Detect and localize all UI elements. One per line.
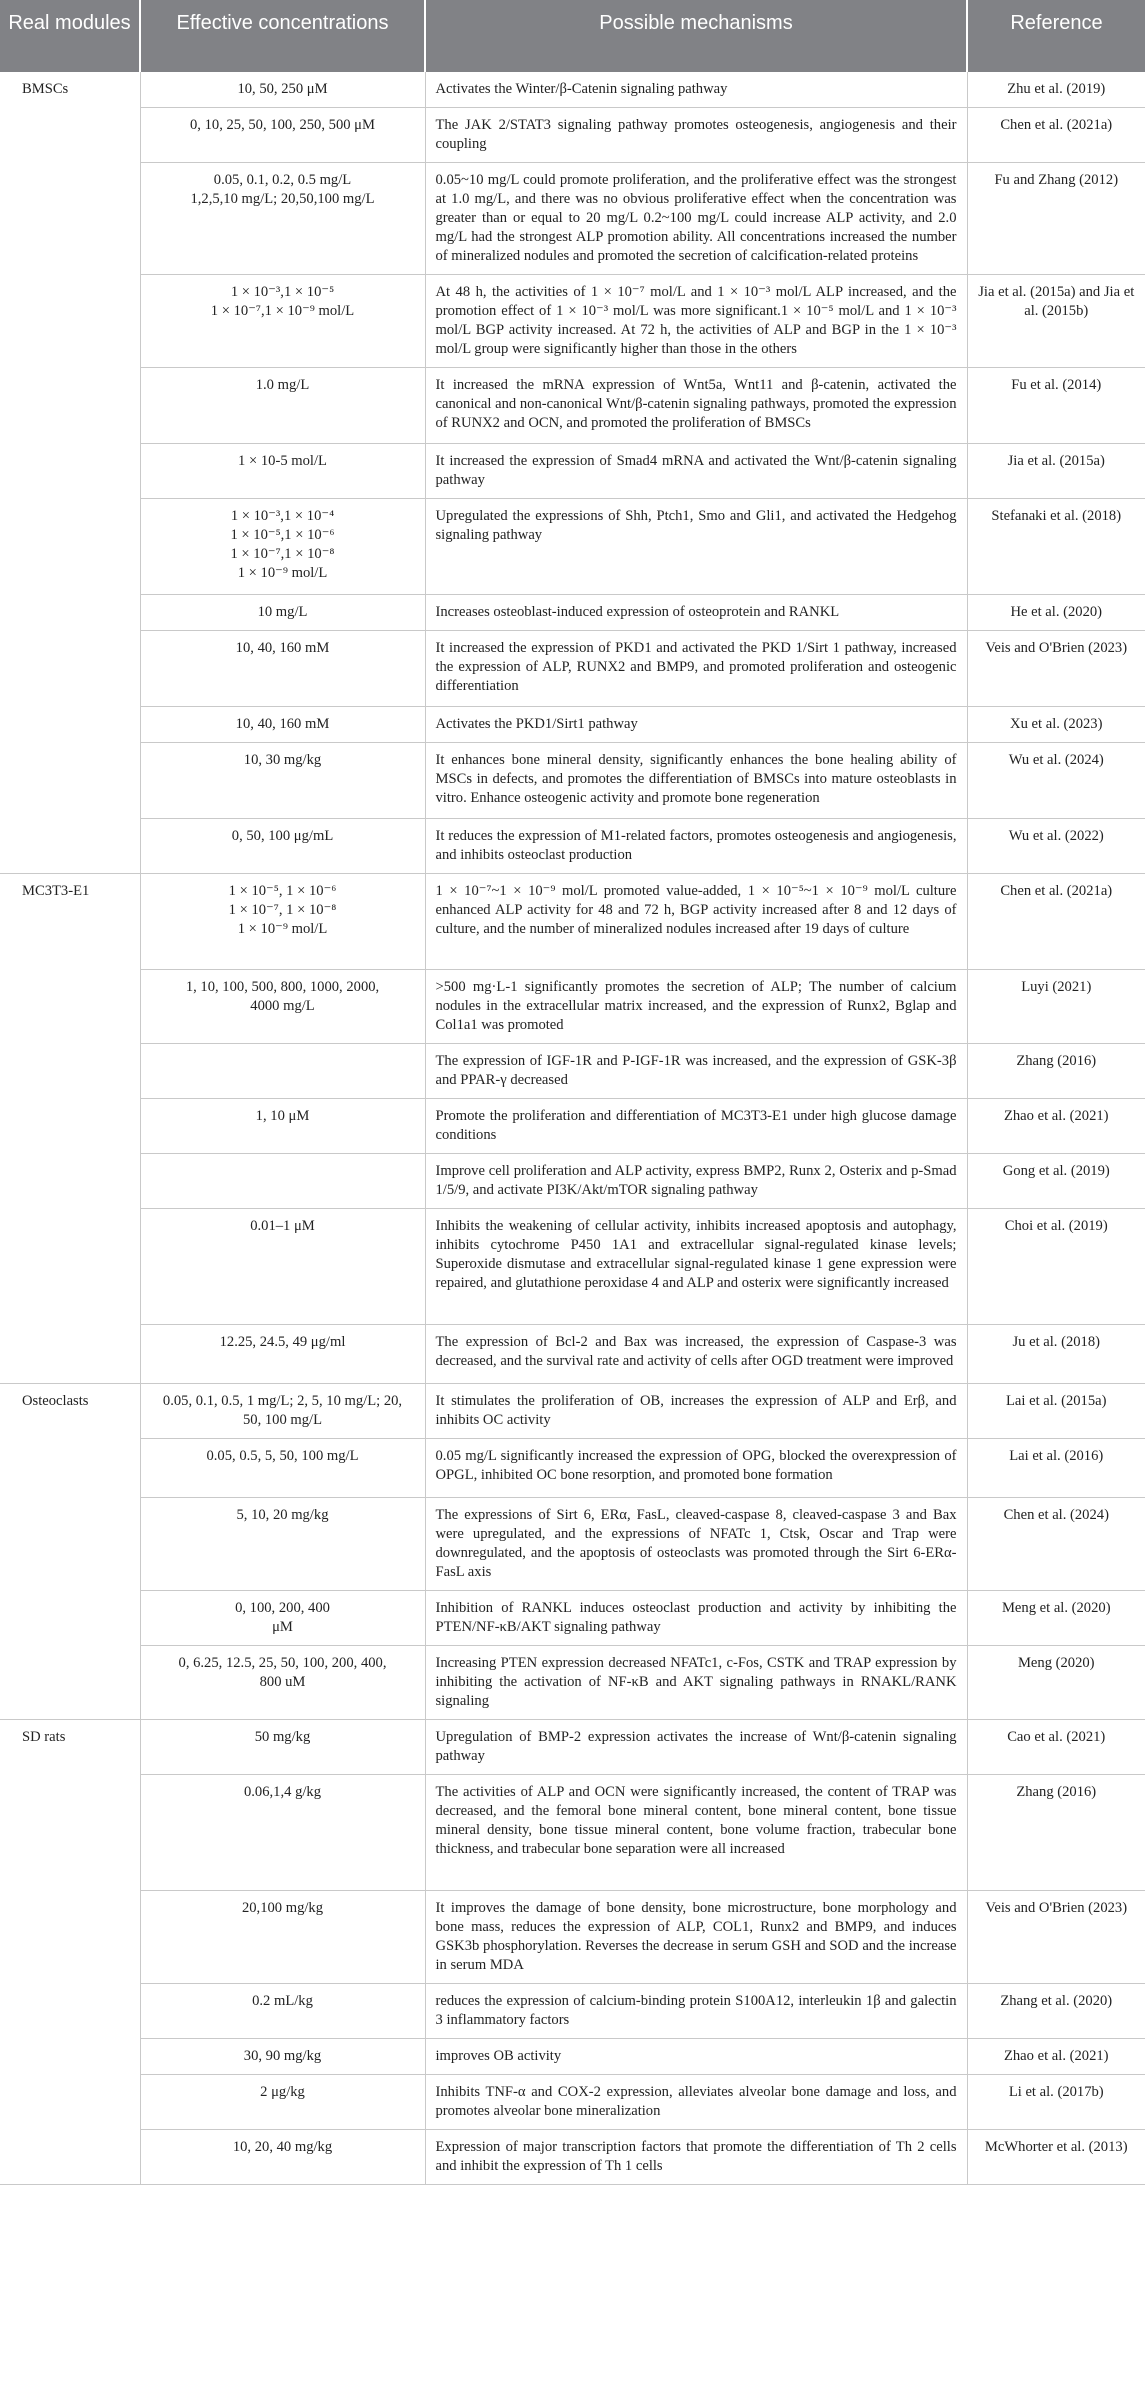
cell-concentration: 5, 10, 20 mg/kg — [140, 1498, 425, 1591]
cell-reference: Jia et al. (2015a) — [967, 444, 1145, 499]
cell-concentration: 1 × 10-5 mol/L — [140, 444, 425, 499]
cell-mechanism: Upregulation of BMP-2 expression activates the increase of Wnt/β-catenin signaling pathway — [425, 1720, 967, 1775]
cell-module — [0, 1591, 140, 1646]
cell-module — [0, 970, 140, 1044]
cell-module — [0, 499, 140, 595]
cell-concentration: 50 mg/kg — [140, 1720, 425, 1775]
table-row — [0, 72, 1145, 108]
cell-mechanism: It enhances bone mineral density, significantly enhances the bone healing ability of MSCs in defects, and promotes the differentiation of BMSCs into mature osteoblasts in vitro. Enhance osteogenic activity and promote bone regeneration — [425, 743, 967, 819]
cell-module — [0, 595, 140, 631]
table-row — [0, 874, 1145, 970]
cell-reference: Jia et al. (2015a) and Jia et al. (2015b) — [967, 275, 1145, 368]
cell-reference: Gong et al. (2019) — [967, 1154, 1145, 1209]
table-row — [0, 275, 1145, 368]
cell-mechanism: Activates the Winter/β-Catenin signaling pathway — [425, 72, 967, 108]
cell-module — [0, 1044, 140, 1099]
table-row — [0, 1775, 1145, 1891]
cell-mechanism: 1 × 10⁻⁷~1 × 10⁻⁹ mol/L promoted value-added, 1 × 10⁻⁵~1 × 10⁻⁹ mol/L culture enhanced ALP activity for 48 and 72 h, BGP activity increased after 8 and 12 days of culture, and the number of mineralized nodules increased after 19 days of culture — [425, 874, 967, 970]
table-row — [0, 707, 1145, 743]
cell-reference: Zhang (2016) — [967, 1775, 1145, 1891]
cell-mechanism: The activities of ALP and OCN were significantly increased, the content of TRAP was decreased, and the femoral bone mineral content, bone mineral content, bone tissue mineral density, bone tissue mineral content, bone volume fraction, trabecular bone thickness, and trabecular bone separation were all increased — [425, 1775, 967, 1891]
cell-reference: Chen et al. (2024) — [967, 1498, 1145, 1591]
cell-reference: Fu et al. (2014) — [967, 368, 1145, 444]
table-row — [0, 2130, 1145, 2185]
cell-reference: Xu et al. (2023) — [967, 707, 1145, 743]
cell-mechanism: It stimulates the proliferation of OB, increases the expression of ALP and Erβ, and inhibits OC activity — [425, 1384, 967, 1439]
cell-concentration: 0.06,1,4 g/kg — [140, 1775, 425, 1891]
cell-reference: Zhang et al. (2020) — [967, 1984, 1145, 2039]
table-row — [0, 163, 1145, 275]
table-row — [0, 1099, 1145, 1154]
header-effective-concentrations: Effective concentrations — [140, 0, 425, 72]
cell-concentration — [140, 1044, 425, 1099]
cell-reference: Fu and Zhang (2012) — [967, 163, 1145, 275]
cell-mechanism: It increased the expression of Smad4 mRNA and activated the Wnt/β-catenin signaling pathway — [425, 444, 967, 499]
cell-reference: Meng et al. (2020) — [967, 1591, 1145, 1646]
table-row — [0, 499, 1145, 595]
cell-mechanism: Inhibits the weakening of cellular activity, inhibits increased apoptosis and autophagy, inhibits cytochrome P450 1A1 and extracellular signal-regulated kinase levels; Superoxide dismutase and extracellular signal-regulated kinase 1 gene expression were repaired, and glutathione peroxidase 4 and ALP and osterix were significantly increased — [425, 1209, 967, 1325]
cell-mechanism: Upregulated the expressions of Shh, Ptch1, Smo and Gli1, and activated the Hedgehog signaling pathway — [425, 499, 967, 595]
table-row — [0, 1720, 1145, 1775]
cell-mechanism: The JAK 2/STAT3 signaling pathway promotes osteogenesis, angiogenesis and their coupling — [425, 108, 967, 163]
cell-mechanism: At 48 h, the activities of 1 × 10⁻⁷ mol/L and 1 × 10⁻³ mol/L ALP increased, and the promotion effect of 1 × 10⁻³ mol/L was more significant.1 × 10⁻⁵ mol/L and 1 × 10⁻³ mol/L BGP activity increased. At 72 h, the activities of ALP and BGP in the 1 × 10⁻³ mol/L group were significantly higher than those in the others — [425, 275, 967, 368]
cell-reference: Wu et al. (2024) — [967, 743, 1145, 819]
cell-module — [0, 1439, 140, 1498]
header-reference: Reference — [967, 0, 1145, 72]
cell-mechanism: Inhibition of RANKL induces osteoclast production and activity by inhibiting the PTEN/NF-κB/AKT signaling pathway — [425, 1591, 967, 1646]
cell-concentration: 10, 20, 40 mg/kg — [140, 2130, 425, 2185]
cell-concentration: 0.05, 0.5, 5, 50, 100 mg/L — [140, 1439, 425, 1498]
table-row — [0, 970, 1145, 1044]
cell-concentration: 0.01–1 μM — [140, 1209, 425, 1325]
cell-reference: Cao et al. (2021) — [967, 1720, 1145, 1775]
cell-module — [0, 1891, 140, 1984]
cell-reference: Wu et al. (2022) — [967, 819, 1145, 874]
cell-reference: McWhorter et al. (2013) — [967, 2130, 1145, 2185]
cell-mechanism: reduces the expression of calcium-binding protein S100A12, interleukin 1β and galectin 3 inflammatory factors — [425, 1984, 967, 2039]
cell-module — [0, 2130, 140, 2185]
cell-concentration: 10, 40, 160 mM — [140, 631, 425, 707]
cell-concentration: 10 mg/L — [140, 595, 425, 631]
cell-concentration: 1.0 mg/L — [140, 368, 425, 444]
cell-mechanism: >500 mg·L-1 significantly promotes the secretion of ALP; The number of calcium nodules in the extracellular matrix increased, and the expression of Runx2, Bglap and Col1a1 was promoted — [425, 970, 967, 1044]
cell-concentration: 0, 6.25, 12.5, 25, 50, 100, 200, 400, 800 uM — [140, 1646, 425, 1720]
cell-mechanism: Increases osteoblast-induced expression of osteoprotein and RANKL — [425, 595, 967, 631]
table-row — [0, 819, 1145, 874]
table-row — [0, 368, 1145, 444]
table-row — [0, 631, 1145, 707]
cell-module — [0, 743, 140, 819]
cell-mechanism: The expressions of Sirt 6, ERα, FasL, cleaved-caspase 8, cleaved-caspase 3 and Bax were upregulated, and the expressions of NFATc 1, Ctsk, Oscar and Trap were downregulated, and the apoptosis of osteoclasts was promoted through the Sirt 6-ERα-FasL axis — [425, 1498, 967, 1591]
cell-concentration: 0, 50, 100 μg/mL — [140, 819, 425, 874]
cell-concentration — [140, 1154, 425, 1209]
cell-module — [0, 108, 140, 163]
cell-reference: Chen et al. (2021a) — [967, 874, 1145, 970]
cell-reference: Li et al. (2017b) — [967, 2075, 1145, 2130]
cell-mechanism: It reduces the expression of M1-related factors, promotes osteogenesis and angiogenesis, and inhibits osteoclast production — [425, 819, 967, 874]
header-possible-mechanisms: Possible mechanisms — [425, 0, 967, 72]
cell-module — [0, 1325, 140, 1384]
table-row — [0, 1591, 1145, 1646]
cell-module — [0, 1498, 140, 1591]
cell-reference: Ju et al. (2018) — [967, 1325, 1145, 1384]
cell-reference: Chen et al. (2021a) — [967, 108, 1145, 163]
cell-mechanism: It improves the damage of bone density, bone microstructure, bone morphology and bone mass, reduces the expression of ALP, COL1, Runx2 and BMP9, and induces GSK3b phosphorylation. Reverses the decrease in serum GSH and SOD and the increase in serum MDA — [425, 1891, 967, 1984]
cell-module — [0, 631, 140, 707]
cell-mechanism: 0.05~10 mg/L could promote proliferation, and the proliferative effect was the strongest at 1.0 mg/L, and there was no obvious proliferative effect when the concentration was greater than or equal to 20 mg/L 0.2~100 mg/L could increase ALP activity, and 2.0 mg/L had the strongest ALP promotion ability. All concentrations increased the number of mineralized nodules and promoted the secretion of calcification-related proteins — [425, 163, 967, 275]
cell-concentration: 20,100 mg/kg — [140, 1891, 425, 1984]
cell-reference: Zhao et al. (2021) — [967, 2039, 1145, 2075]
cell-module — [0, 1775, 140, 1891]
cell-module — [0, 1099, 140, 1154]
cell-concentration: 10, 40, 160 mM — [140, 707, 425, 743]
cell-module — [0, 2075, 140, 2130]
table-row — [0, 595, 1145, 631]
cell-concentration: 1 × 10⁻⁵, 1 × 10⁻⁶ 1 × 10⁻⁷, 1 × 10⁻⁸ 1 × 10⁻⁹ mol/L — [140, 874, 425, 970]
table-row — [0, 1498, 1145, 1591]
cell-module — [0, 1646, 140, 1720]
cell-concentration: 1 × 10⁻³,1 × 10⁻⁵ 1 × 10⁻⁷,1 × 10⁻⁹ mol/L — [140, 275, 425, 368]
table-row — [0, 1891, 1145, 1984]
cell-mechanism: Activates the PKD1/Sirt1 pathway — [425, 707, 967, 743]
cell-concentration: 10, 50, 250 μM — [140, 72, 425, 108]
cell-mechanism: Promote the proliferation and differentiation of MC3T3-E1 under high glucose damage conditions — [425, 1099, 967, 1154]
cell-module — [0, 163, 140, 275]
cell-reference: Meng (2020) — [967, 1646, 1145, 1720]
cell-reference: He et al. (2020) — [967, 595, 1145, 631]
table-row — [0, 108, 1145, 163]
cell-concentration: 12.25, 24.5, 49 μg/ml — [140, 1325, 425, 1384]
cell-concentration: 1, 10 μM — [140, 1099, 425, 1154]
cell-reference: Zhu et al. (2019) — [967, 72, 1145, 108]
cell-module: SD rats — [22, 1729, 66, 1745]
cell-mechanism: It increased the mRNA expression of Wnt5a, Wnt11 and β-catenin, activated the canonical and non-canonical Wnt/β-catenin signaling pathways, promoted the expression of RUNX2 and OCN, and promoted the proliferation of BMSCs — [425, 368, 967, 444]
cell-mechanism: 0.05 mg/L significantly increased the expression of OPG, blocked the overexpression of OPGL, inhibited OC bone resorption, and promoted bone formation — [425, 1439, 967, 1498]
cell-module: BMSCs — [22, 81, 69, 97]
table-row — [0, 1325, 1145, 1384]
header-real-modules: Real modules — [0, 0, 140, 72]
cell-reference: Choi et al. (2019) — [967, 1209, 1145, 1325]
cell-reference: Lai et al. (2015a) — [967, 1384, 1145, 1439]
table-row — [0, 1384, 1145, 1439]
cell-concentration: 0.05, 0.1, 0.2, 0.5 mg/L 1,2,5,10 mg/L; 20,50,100 mg/L — [140, 163, 425, 275]
cell-reference: Zhang (2016) — [967, 1044, 1145, 1099]
table-row — [0, 1984, 1145, 2039]
cell-concentration: 1 × 10⁻³,1 × 10⁻⁴ 1 × 10⁻⁵,1 × 10⁻⁶ 1 × 10⁻⁷,1 × 10⁻⁸ 1 × 10⁻⁹ mol/L — [140, 499, 425, 595]
table-row — [0, 743, 1145, 819]
cell-module — [0, 819, 140, 874]
cell-reference: Zhao et al. (2021) — [967, 1099, 1145, 1154]
table-row — [0, 1439, 1145, 1498]
cell-concentration: 1, 10, 100, 500, 800, 1000, 2000, 4000 mg/L — [140, 970, 425, 1044]
cell-mechanism: It increased the expression of PKD1 and activated the PKD 1/Sirt 1 pathway, increased the expression of ALP, RUNX2 and BMP9, and promoted proliferation and osteogenic differentiation — [425, 631, 967, 707]
table-row — [0, 2075, 1145, 2130]
table-body — [0, 72, 1145, 2185]
cell-module: MC3T3-E1 — [22, 883, 90, 899]
cell-reference: Stefanaki et al. (2018) — [967, 499, 1145, 595]
cell-module — [0, 707, 140, 743]
cell-mechanism: Improve cell proliferation and ALP activity, express BMP2, Runx 2, Osterix and p-Smad 1/5/9, and activate PI3K/Akt/mTOR signaling pathway — [425, 1154, 967, 1209]
cell-module: Osteoclasts — [22, 1393, 89, 1409]
cell-reference: Veis and O'Brien (2023) — [967, 1891, 1145, 1984]
cell-module — [0, 368, 140, 444]
cell-module — [0, 2039, 140, 2075]
table-row — [0, 1646, 1145, 1720]
cell-concentration: 0.2 mL/kg — [140, 1984, 425, 2039]
cell-concentration: 10, 30 mg/kg — [140, 743, 425, 819]
cell-mechanism: Expression of major transcription factors that promote the differentiation of Th 2 cells and inhibit the expression of Th 1 cells — [425, 2130, 967, 2185]
cell-module — [0, 275, 140, 368]
cell-module — [0, 1984, 140, 2039]
table-row — [0, 1044, 1145, 1099]
cell-concentration: 0, 10, 25, 50, 100, 250, 500 μM — [140, 108, 425, 163]
cell-concentration: 0, 100, 200, 400 μM — [140, 1591, 425, 1646]
header-row — [0, 0, 1145, 72]
cell-concentration: 0.05, 0.1, 0.5, 1 mg/L; 2, 5, 10 mg/L; 20, 50, 100 mg/L — [140, 1384, 425, 1439]
table-row — [0, 2039, 1145, 2075]
table-row — [0, 444, 1145, 499]
cell-concentration: 30, 90 mg/kg — [140, 2039, 425, 2075]
cell-mechanism: Increasing PTEN expression decreased NFATc1, c-Fos, CSTK and TRAP expression by inhibiting the activation of NF-κB and AKT signaling pathways in RNAKL/RANK signaling — [425, 1646, 967, 1720]
table-row — [0, 1154, 1145, 1209]
cell-reference: Luyi (2021) — [967, 970, 1145, 1044]
cell-mechanism: Inhibits TNF-α and COX-2 expression, alleviates alveolar bone damage and loss, and promotes alveolar bone mineralization — [425, 2075, 967, 2130]
cell-mechanism: improves OB activity — [425, 2039, 967, 2075]
cell-reference: Lai et al. (2016) — [967, 1439, 1145, 1498]
cell-concentration: 2 μg/kg — [140, 2075, 425, 2130]
cell-mechanism: The expression of Bcl-2 and Bax was increased, the expression of Caspase-3 was decreased, and the survival rate and activity of cells after OGD treatment were improved — [425, 1325, 967, 1384]
cell-module — [0, 444, 140, 499]
cell-module — [0, 1209, 140, 1325]
cell-reference: Veis and O'Brien (2023) — [967, 631, 1145, 707]
cell-module — [0, 1154, 140, 1209]
cell-mechanism: The expression of IGF-1R and P-IGF-1R was increased, and the expression of GSK-3β and PPAR-γ decreased — [425, 1044, 967, 1099]
table-row — [0, 1209, 1145, 1325]
